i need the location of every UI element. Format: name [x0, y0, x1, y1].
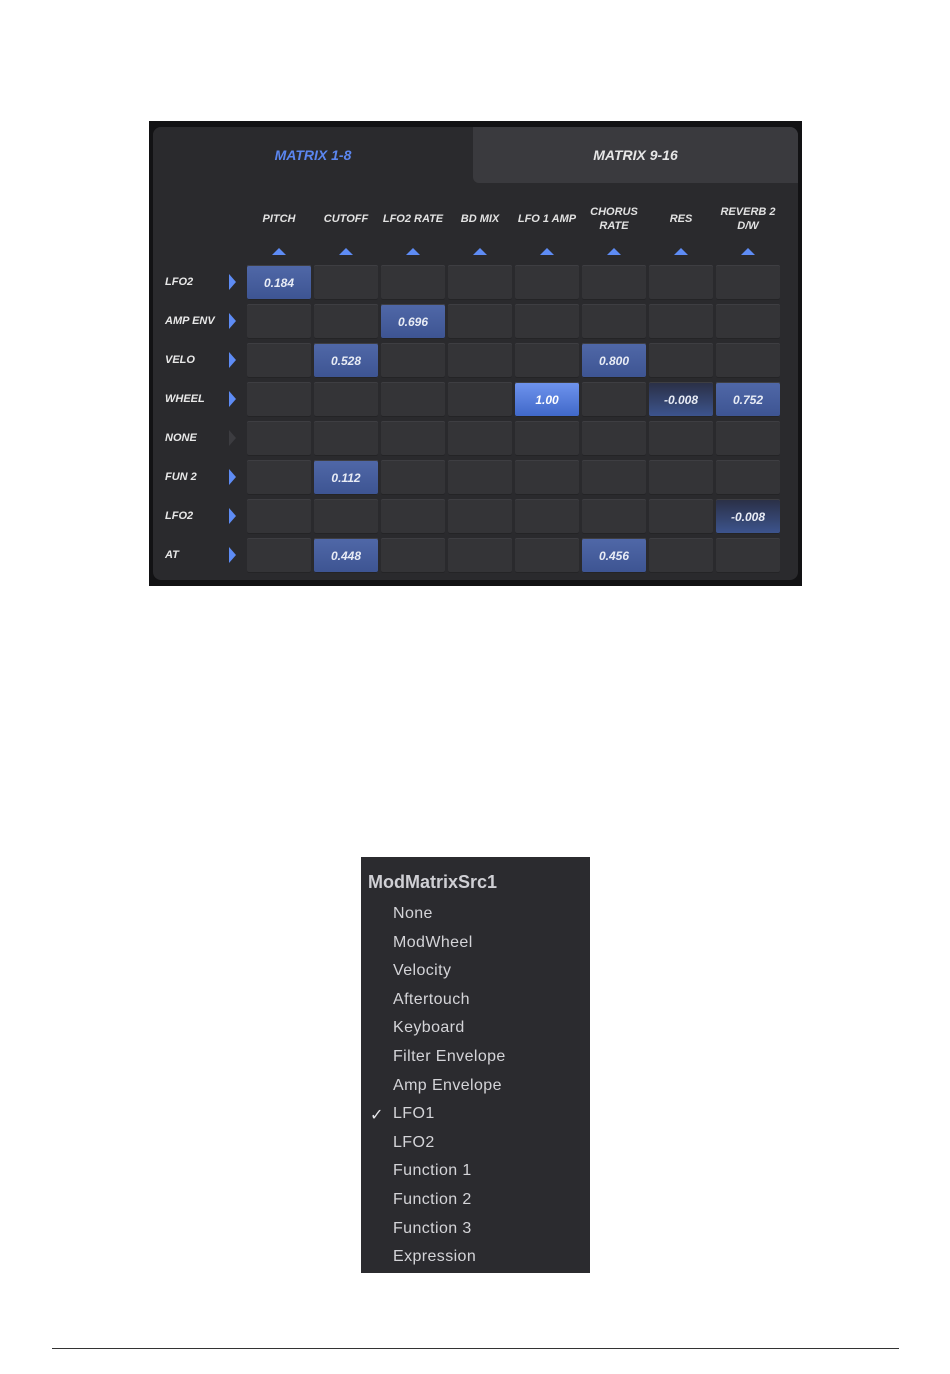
row-source-label[interactable]: AT: [165, 549, 179, 561]
column-header: RES: [669, 213, 693, 225]
matrix-cell[interactable]: [649, 499, 713, 534]
menu-item-label: Expression: [393, 1248, 477, 1266]
matrix-cell[interactable]: [582, 304, 646, 339]
row-source-arrow-icon[interactable]: [225, 538, 239, 572]
matrix-cell[interactable]: [448, 538, 512, 573]
matrix-cell[interactable]: [515, 460, 579, 495]
row-source-label[interactable]: WHEEL: [165, 393, 205, 405]
column-destination-arrow-icon[interactable]: [582, 246, 646, 256]
matrix-cell[interactable]: [247, 343, 311, 378]
matrix-cell[interactable]: [448, 265, 512, 300]
matrix-cell[interactable]: [314, 304, 378, 339]
menu-item-label: Function 1: [393, 1162, 472, 1180]
row-source-label[interactable]: NONE: [165, 432, 197, 444]
menu-item-label: ModWheel: [393, 933, 473, 951]
matrix-cell[interactable]: [515, 304, 579, 339]
matrix-cell[interactable]: [314, 421, 378, 456]
matrix-cell[interactable]: [247, 460, 311, 495]
menu-item[interactable]: [361, 1102, 590, 1130]
menu-item-label: Function 2: [393, 1191, 472, 1208]
matrix-cell[interactable]: 1.00: [515, 382, 579, 417]
menu-item[interactable]: [361, 1217, 590, 1245]
matrix-cell[interactable]: [649, 265, 713, 300]
column-header: LFO 1 AMP: [517, 213, 577, 225]
row-source-arrow-icon[interactable]: [225, 265, 239, 299]
matrix-cell[interactable]: [381, 538, 445, 573]
row-source-label[interactable]: LFO2: [165, 510, 194, 522]
matrix-cell[interactable]: [515, 538, 579, 573]
matrix-tabs: [153, 127, 798, 183]
matrix-cell[interactable]: 0.528: [314, 343, 378, 378]
menu-item[interactable]: [361, 959, 590, 987]
matrix-cell[interactable]: [247, 382, 311, 417]
matrix-cell[interactable]: [649, 343, 713, 378]
menu-item-label: Keyboard: [393, 1019, 465, 1037]
mod-matrix-source-menu: [361, 857, 590, 1273]
matrix-cell[interactable]: [381, 343, 445, 378]
matrix-cell[interactable]: [716, 265, 780, 300]
matrix-cell[interactable]: [247, 499, 311, 534]
column-destination-arrow-icon[interactable]: [515, 246, 579, 256]
row-source-label[interactable]: LFO2: [165, 276, 194, 288]
matrix-cell[interactable]: [314, 499, 378, 534]
matrix-cell[interactable]: [515, 343, 579, 378]
matrix-cell[interactable]: [381, 460, 445, 495]
menu-item[interactable]: [361, 902, 590, 930]
menu-item-label: Aftertouch: [393, 990, 470, 1008]
matrix-cell[interactable]: [448, 304, 512, 339]
matrix-cell[interactable]: 0.800: [582, 343, 646, 378]
row-source-label[interactable]: AMP ENV: [165, 315, 215, 327]
matrix-cell[interactable]: [381, 421, 445, 456]
column-destination-arrow-icon[interactable]: [448, 246, 512, 256]
column-destination-arrow-icon[interactable]: [381, 246, 445, 256]
matrix-cell[interactable]: 0.456: [582, 538, 646, 573]
menu-item-label: Filter Envelope: [393, 1048, 506, 1065]
matrix-cell[interactable]: [649, 538, 713, 573]
matrix-cell[interactable]: 0.752: [716, 382, 780, 417]
matrix-cell[interactable]: [649, 304, 713, 339]
row-source-arrow-icon[interactable]: [225, 382, 239, 416]
row-source-label[interactable]: VELO: [165, 354, 195, 366]
matrix-cell[interactable]: [381, 265, 445, 300]
checkmark-icon: ✓: [370, 1107, 384, 1125]
column-header: PITCH: [262, 213, 296, 225]
row-source-arrow-icon[interactable]: [225, 304, 239, 338]
menu-item-label: None: [393, 905, 433, 922]
column-header: BD MIX: [460, 213, 500, 225]
menu-item-label: Function 3: [393, 1219, 472, 1237]
menu-item[interactable]: [361, 988, 590, 1016]
menu-item[interactable]: [361, 931, 590, 959]
matrix-cell[interactable]: [582, 499, 646, 534]
matrix-cell[interactable]: [247, 538, 311, 573]
matrix-cell[interactable]: [314, 265, 378, 300]
column-header: REVERB 2 D/W: [720, 206, 776, 232]
matrix-cell[interactable]: [582, 265, 646, 300]
column-destination-arrow-icon[interactable]: [314, 246, 378, 256]
mod-matrix-panel: [149, 121, 802, 586]
matrix-cell[interactable]: [716, 343, 780, 378]
matrix-cell[interactable]: [649, 421, 713, 456]
menu-item[interactable]: [361, 1045, 590, 1073]
matrix-cell[interactable]: [582, 382, 646, 417]
column-header: CUTOFF: [323, 213, 369, 225]
column-header: CHORUS RATE: [590, 206, 638, 232]
row-source-arrow-icon[interactable]: [225, 421, 239, 455]
matrix-cell[interactable]: [448, 499, 512, 534]
page-divider: [52, 1348, 899, 1349]
row-source-arrow-icon[interactable]: [225, 343, 239, 377]
matrix-cell[interactable]: [515, 499, 579, 534]
matrix-cell[interactable]: [582, 460, 646, 495]
matrix-cell[interactable]: [381, 499, 445, 534]
matrix-cell[interactable]: [716, 421, 780, 456]
matrix-cell[interactable]: [649, 460, 713, 495]
menu-item[interactable]: [361, 1131, 590, 1159]
matrix-cell[interactable]: [247, 304, 311, 339]
column-destination-arrow-icon[interactable]: [649, 246, 713, 256]
matrix-cell[interactable]: [314, 382, 378, 417]
matrix-cell[interactable]: [716, 538, 780, 573]
matrix-cell[interactable]: [381, 382, 445, 417]
matrix-cell[interactable]: 0.696: [381, 304, 445, 339]
column-destination-arrow-icon[interactable]: [716, 246, 780, 256]
menu-item[interactable]: [361, 1016, 590, 1044]
menu-item-label: LFO2: [393, 1133, 435, 1151]
row-source-arrow-icon[interactable]: [225, 499, 239, 533]
menu-item-label: Velocity: [393, 962, 452, 980]
matrix-cell[interactable]: 0.184: [247, 265, 311, 300]
row-source-arrow-icon[interactable]: [225, 460, 239, 494]
matrix-cell[interactable]: [448, 460, 512, 495]
menu-item-label: Amp Envelope: [393, 1076, 502, 1094]
tab-matrix-9-16[interactable]: MATRIX 9-16: [473, 127, 798, 183]
tab-matrix-1-8[interactable]: MATRIX 1-8: [153, 127, 473, 183]
menu-item[interactable]: [361, 1188, 590, 1216]
menu-item-label: LFO1: [393, 1105, 435, 1123]
matrix-cell[interactable]: 0.112: [314, 460, 378, 495]
row-source-label[interactable]: FUN 2: [165, 471, 197, 483]
matrix-cell[interactable]: [247, 421, 311, 456]
matrix-cell[interactable]: -0.008: [716, 499, 780, 534]
mod-matrix-grid: [153, 127, 798, 580]
matrix-cell[interactable]: -0.008: [649, 382, 713, 417]
matrix-cell[interactable]: [448, 343, 512, 378]
matrix-cell[interactable]: 0.448: [314, 538, 378, 573]
matrix-cell[interactable]: [515, 421, 579, 456]
matrix-cell[interactable]: [716, 304, 780, 339]
column-header: LFO2 RATE: [382, 213, 444, 225]
menu-item[interactable]: [361, 1074, 590, 1102]
matrix-cell[interactable]: [448, 382, 512, 417]
matrix-cell[interactable]: [716, 460, 780, 495]
matrix-cell[interactable]: [582, 421, 646, 456]
menu-title: ModMatrixSrc1: [368, 872, 498, 892]
matrix-cell[interactable]: [515, 265, 579, 300]
matrix-cell[interactable]: [448, 421, 512, 456]
menu-item[interactable]: [361, 1245, 590, 1273]
menu-item[interactable]: [361, 1159, 590, 1187]
column-destination-arrow-icon[interactable]: [247, 246, 311, 256]
